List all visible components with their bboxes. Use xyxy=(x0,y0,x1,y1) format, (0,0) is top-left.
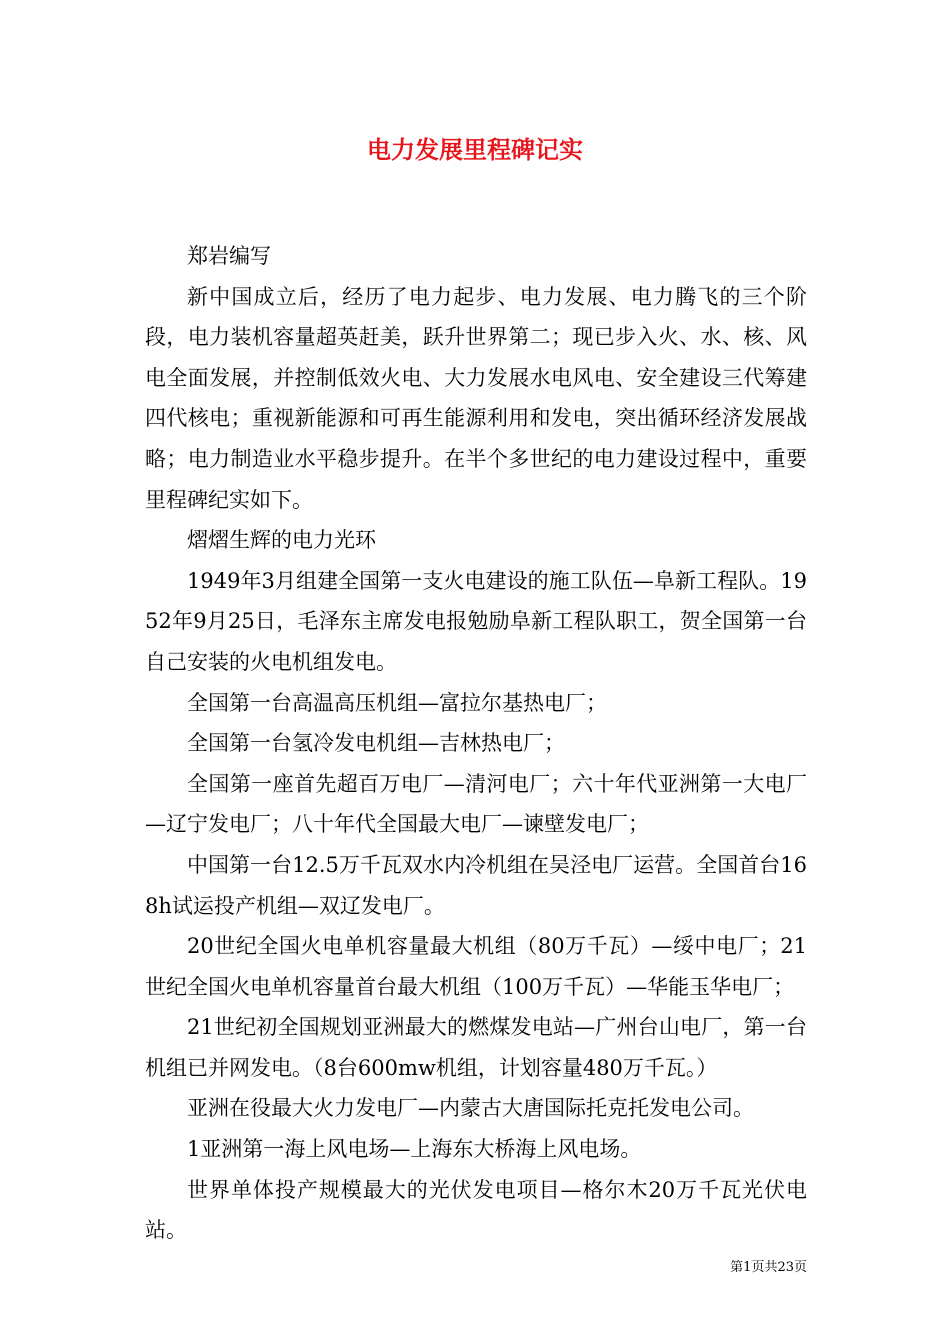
paragraph: 中国第一台12.5万千瓦双水内冷机组在吴泾电厂运营。全国首台168h试运投产机组—双辽发电厂。 xyxy=(145,852,807,918)
paragraph: 1亚洲第一海上风电场—上海东大桥海上风电场。 xyxy=(187,1137,642,1162)
paragraph: 1949年3月组建全国第一支火电建设的施工队伍—阜新工程队。1952年9月25日，毛泽东主席发电报勉励阜新工程队职工，贺全国第一台自己安装的火电机组发电。 xyxy=(145,568,807,674)
paragraph: 20世纪全国火电单机容量最大机组（80万千瓦）—绥中电厂；21世纪全国火电单机容量首台最大机组（100万千瓦）—华能玉华电厂； xyxy=(145,934,807,999)
paragraph: 21世纪初全国规划亚洲最大的燃煤发电站—广州台山电厂，第一台机组已并网发电。（8台600mw机组，计划容量480万千瓦。） xyxy=(145,1015,807,1080)
paragraph: 全国第一台氢冷发电机组—吉林热电厂； xyxy=(187,731,565,756)
paragraph: 全国第一台高温高压机组—富拉尔基热电厂； xyxy=(187,690,607,715)
author-line: 郑岩编写 xyxy=(187,244,271,268)
paragraph: 亚洲在役最大火力发电厂—内蒙古大唐国际托克托发电公司。 xyxy=(187,1096,754,1121)
paragraph: 世界单体投产规模最大的光伏发电项目—格尔木20万千瓦光伏电站。 xyxy=(145,1177,807,1243)
document-body xyxy=(145,236,807,1251)
document-title: 电力发展里程碑记实 xyxy=(367,135,583,164)
section-heading: 熠熠生辉的电力光环 xyxy=(187,528,376,553)
paragraph: 全国第一座首先超百万电厂—清河电厂；六十年代亚洲第一大电厂—辽宁发电厂；八十年代全国最大电厂—谏壁发电厂； xyxy=(145,771,807,837)
page-number: 第1页共23页 xyxy=(730,1260,807,1275)
intro-paragraph: 新中国成立后，经历了电力起步、电力发展、电力腾飞的三个阶段，电力装机容量超英赶美，跃升世界第二；现已步入火、水、核、风电全面发展，并控制低效火电、大力发展水电风电、安全建设三代筹建四代核电；重视新能源和可再生能源利用和发电，突出循环经济发展战略；电力制造业水平稳步提升。在半个多世纪的电力建设过程中，重要里程碑纪实如下。 xyxy=(145,284,807,512)
